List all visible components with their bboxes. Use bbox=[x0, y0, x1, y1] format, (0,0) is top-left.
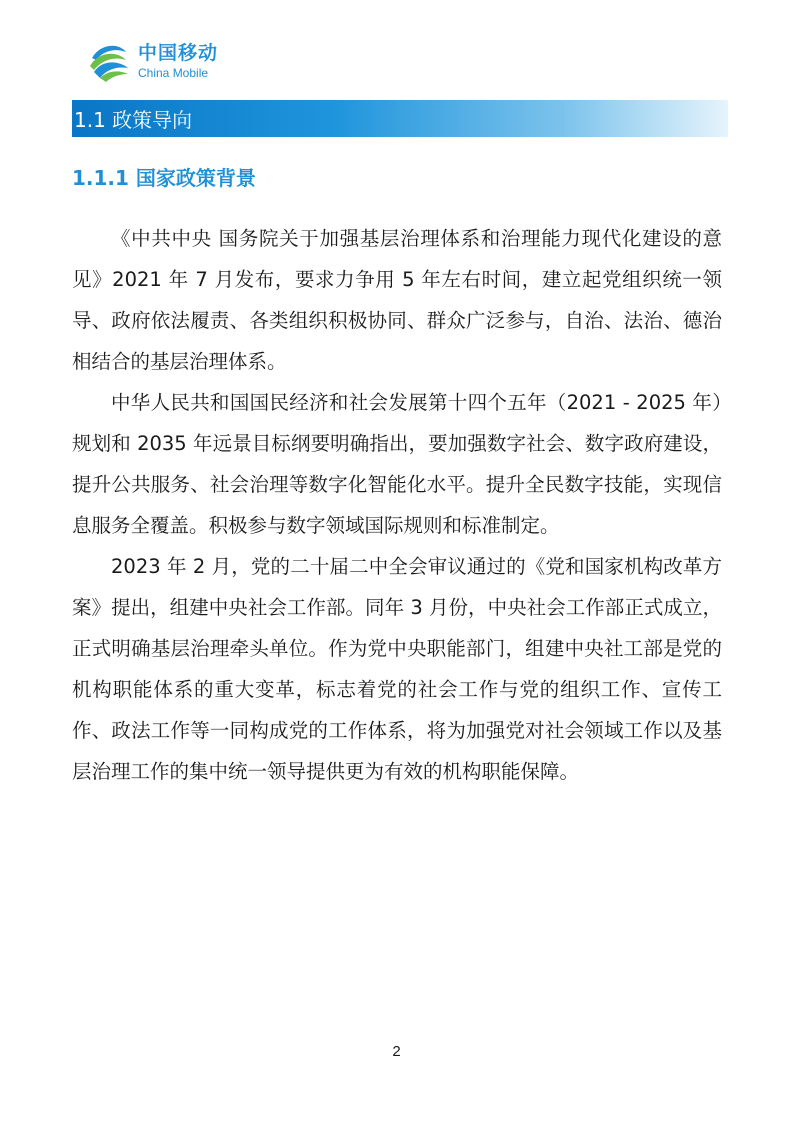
section-title: 1.1 政策导向 bbox=[74, 108, 193, 132]
china-mobile-logo-icon bbox=[86, 38, 132, 84]
paragraph: 中华人民共和国国民经济和社会发展第十四个五年（2021 - 2025 年）规划和 2035 年远景目标纲要明确指出，要加强数字社会、数字政府建设，提升公共服务、社会治理等数字化智能化水平。提升全民数字技能，实现信息服务全覆盖。积极参与数字领域国际规则和标准制定。 bbox=[72, 391, 722, 537]
paragraph: 2023 年 2 月，党的二十届二中全会审议通过的《党和国家机构改革方案》提出，组建中央社会工作部。同年 3 月份，中央社会工作部正式成立，正式明确基层治理牵头单位。作为党中央职能部门，组建中央社工部是党的机构职能体系的重大变革，标志着党的社会工作与党的组织工作、宣传工作、政法工作等一同构成党的工作体系，将为加强党对社会领域工作以及基层治理工作的集中统一领导提供更为有效的机构职能保障。 bbox=[72, 555, 722, 783]
logo-text bbox=[138, 41, 219, 80]
paragraph: 《中共中央 国务院关于加强基层治理体系和治理能力现代化建设的意见》2021 年 7 月发布，要求力争用 5 年左右时间，建立起党组织统一领导、政府依法履责、各类组织积极协同、群众广泛参与，自治、法治、德治相结合的基层治理体系。 bbox=[72, 227, 722, 373]
logo-english-name: China Mobile bbox=[138, 65, 209, 80]
body-text bbox=[72, 218, 722, 792]
page-number: 2 bbox=[392, 1043, 401, 1060]
company-logo bbox=[86, 38, 218, 84]
logo-chinese-name: 中国移动 bbox=[138, 41, 219, 64]
subsection-title: 1.1.1 国家政策背景 bbox=[72, 166, 256, 190]
section-heading-bar bbox=[72, 100, 728, 137]
